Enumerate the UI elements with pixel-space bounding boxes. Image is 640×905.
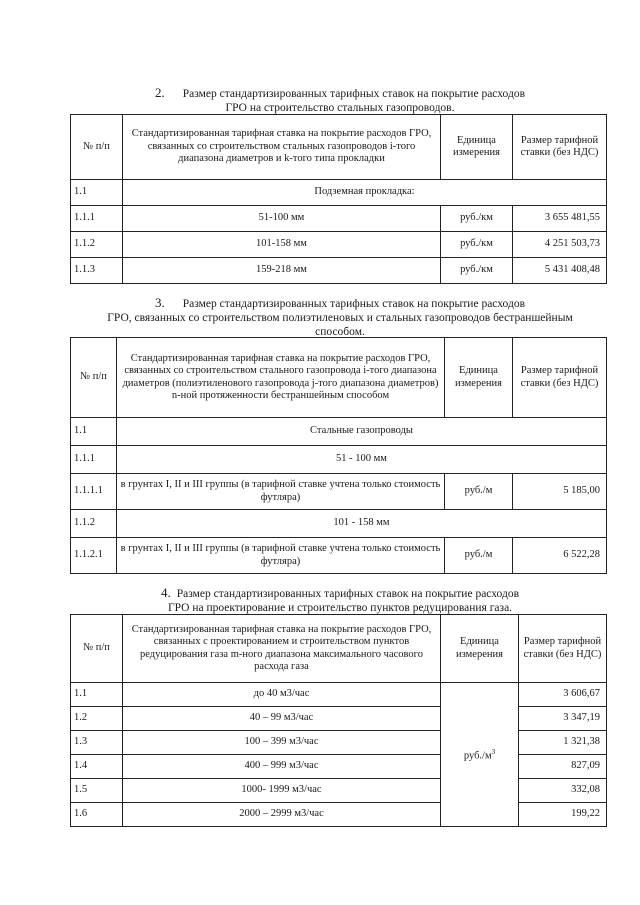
row-value: 3 655 481,55: [513, 206, 607, 232]
table-row: [71, 538, 607, 574]
row-unit-merged: [441, 683, 519, 827]
header-num: № п/п: [71, 115, 123, 180]
row-value: 6 522,28: [513, 538, 607, 574]
row-value: 1 321,38: [519, 731, 607, 755]
row-desc: до 40 м3/час: [123, 683, 441, 707]
header-rate: Размер тарифной ставки (без НДС): [513, 338, 607, 418]
row-desc: 400 – 999 м3/час: [123, 755, 441, 779]
table-row: [71, 731, 607, 755]
table-row: [71, 755, 607, 779]
table-row: [71, 683, 607, 707]
title-line: ГРО, связанных со строительством полиэтиленовых и стальных газопроводов бестраншейным: [107, 312, 573, 324]
table-row: [71, 474, 607, 510]
table-row: [71, 180, 607, 206]
row-desc: Подземная прокладка:: [123, 180, 607, 206]
row-num: 1.2: [71, 707, 123, 731]
section-number: 3.: [154, 295, 165, 310]
row-desc: 51-100 мм: [123, 206, 441, 232]
row-value: 5 185,00: [513, 474, 607, 510]
row-unit: руб./км: [441, 258, 513, 284]
table-row: [71, 510, 607, 538]
unit-superscript: 3: [491, 748, 496, 756]
row-value: 199,22: [519, 803, 607, 827]
row-num: 1.5: [71, 779, 123, 803]
table-row: [71, 803, 607, 827]
row-desc: 101-158 мм: [123, 232, 441, 258]
row-num: 1.1: [71, 180, 123, 206]
row-value: 332,08: [519, 779, 607, 803]
unit-text: руб./м: [463, 750, 492, 762]
header-rate: Размер тарифной ставки (без НДС): [519, 615, 607, 683]
header-rate: Размер тарифной ставки (без НДС): [513, 115, 607, 180]
section-4-title: [70, 586, 610, 615]
table-row: [71, 446, 607, 474]
row-desc: 40 – 99 м3/час: [123, 707, 441, 731]
row-value: 3 347,19: [519, 707, 607, 731]
row-desc: 1000- 1999 м3/час: [123, 779, 441, 803]
table-row: [71, 206, 607, 232]
row-desc: 2000 – 2999 м3/час: [123, 803, 441, 827]
row-unit: руб./м: [445, 474, 513, 510]
table-row: [71, 258, 607, 284]
row-unit: руб./м: [445, 538, 513, 574]
title-line: Размер стандартизированных тарифных ставок на покрытие расходов: [182, 88, 526, 100]
table-header-row: [71, 615, 607, 683]
row-num: 1.1: [71, 418, 117, 446]
header-num: № п/п: [71, 338, 117, 418]
row-num: 1.1.1: [71, 446, 117, 474]
row-num: 1.4: [71, 755, 123, 779]
row-desc: 159-218 мм: [123, 258, 441, 284]
header-desc: Стандартизированная тарифная ставка на покрытие расходов ГРО, связанных со строительством стальных газопроводов i-того диапазона диаметров и k-того типа прокладки: [123, 115, 441, 180]
row-num: 1.1.2.1: [71, 538, 117, 574]
row-unit: руб./км: [441, 206, 513, 232]
row-desc: Стальные газопроводы: [117, 418, 607, 446]
section-number: 4.: [160, 585, 171, 600]
header-unit: Единица измерения: [445, 338, 513, 418]
row-value: 3 606,67: [519, 683, 607, 707]
section-3-title: [60, 296, 620, 339]
table-header-row: [71, 338, 607, 418]
row-num: 1.1.1.1: [71, 474, 117, 510]
row-num: 1.1.3: [71, 258, 123, 284]
table-header-row: [71, 115, 607, 180]
title-line: способом.: [315, 326, 365, 338]
row-num: 1.6: [71, 803, 123, 827]
header-desc: Стандартизированная тарифная ставка на покрытие расходов ГРО, связанных с проектированием и строительством пунктов редуцирования газа m-ного диапазона максимального часового расхода газа: [123, 615, 441, 683]
title-line: Размер стандартизированных тарифных ставок на покрытие расходов: [176, 588, 520, 600]
title-line: Размер стандартизированных тарифных ставок на покрытие расходов: [182, 298, 526, 310]
row-value: 827,09: [519, 755, 607, 779]
header-unit: Единица измерения: [441, 615, 519, 683]
row-desc: 51 - 100 мм: [117, 446, 607, 474]
header-desc: Стандартизированная тарифная ставка на покрытие расходов ГРО, связанных со строительством стального газопровода i-того диапазона диаметров (полиэтиленового газопровода j-того диапазона диаметров) n-ной протяженности бестраншейным способом: [117, 338, 445, 418]
title-line: ГРО на проектирование и строительство пунктов редуцирования газа.: [167, 602, 513, 614]
row-unit: руб./км: [441, 232, 513, 258]
row-num: 1.1: [71, 683, 123, 707]
title-line: ГРО на строительство стальных газопроводов.: [225, 102, 455, 114]
row-num: 1.1.2: [71, 232, 123, 258]
row-desc: 100 – 399 м3/час: [123, 731, 441, 755]
header-unit: Единица измерения: [441, 115, 513, 180]
table-row: [71, 707, 607, 731]
table-trenchless: [70, 337, 607, 574]
table-steel-pipelines: [70, 114, 607, 284]
row-desc: в грунтах I, II и III группы (в тарифной ставке учтена только стоимость футляра): [117, 474, 445, 510]
section-2-title: [70, 86, 610, 115]
table-row: [71, 232, 607, 258]
row-desc: 101 - 158 мм: [117, 510, 607, 538]
table-row: [71, 418, 607, 446]
row-value: 4 251 503,73: [513, 232, 607, 258]
row-desc: в грунтах I, II и III группы (в тарифной ставке учтена только стоимость футляра): [117, 538, 445, 574]
table-reduction-points: [70, 614, 607, 827]
table-row: [71, 779, 607, 803]
header-num: № п/п: [71, 615, 123, 683]
row-num: 1.1.1: [71, 206, 123, 232]
row-num: 1.3: [71, 731, 123, 755]
section-number: 2.: [154, 85, 165, 100]
row-value: 5 431 408,48: [513, 258, 607, 284]
row-num: 1.1.2: [71, 510, 117, 538]
